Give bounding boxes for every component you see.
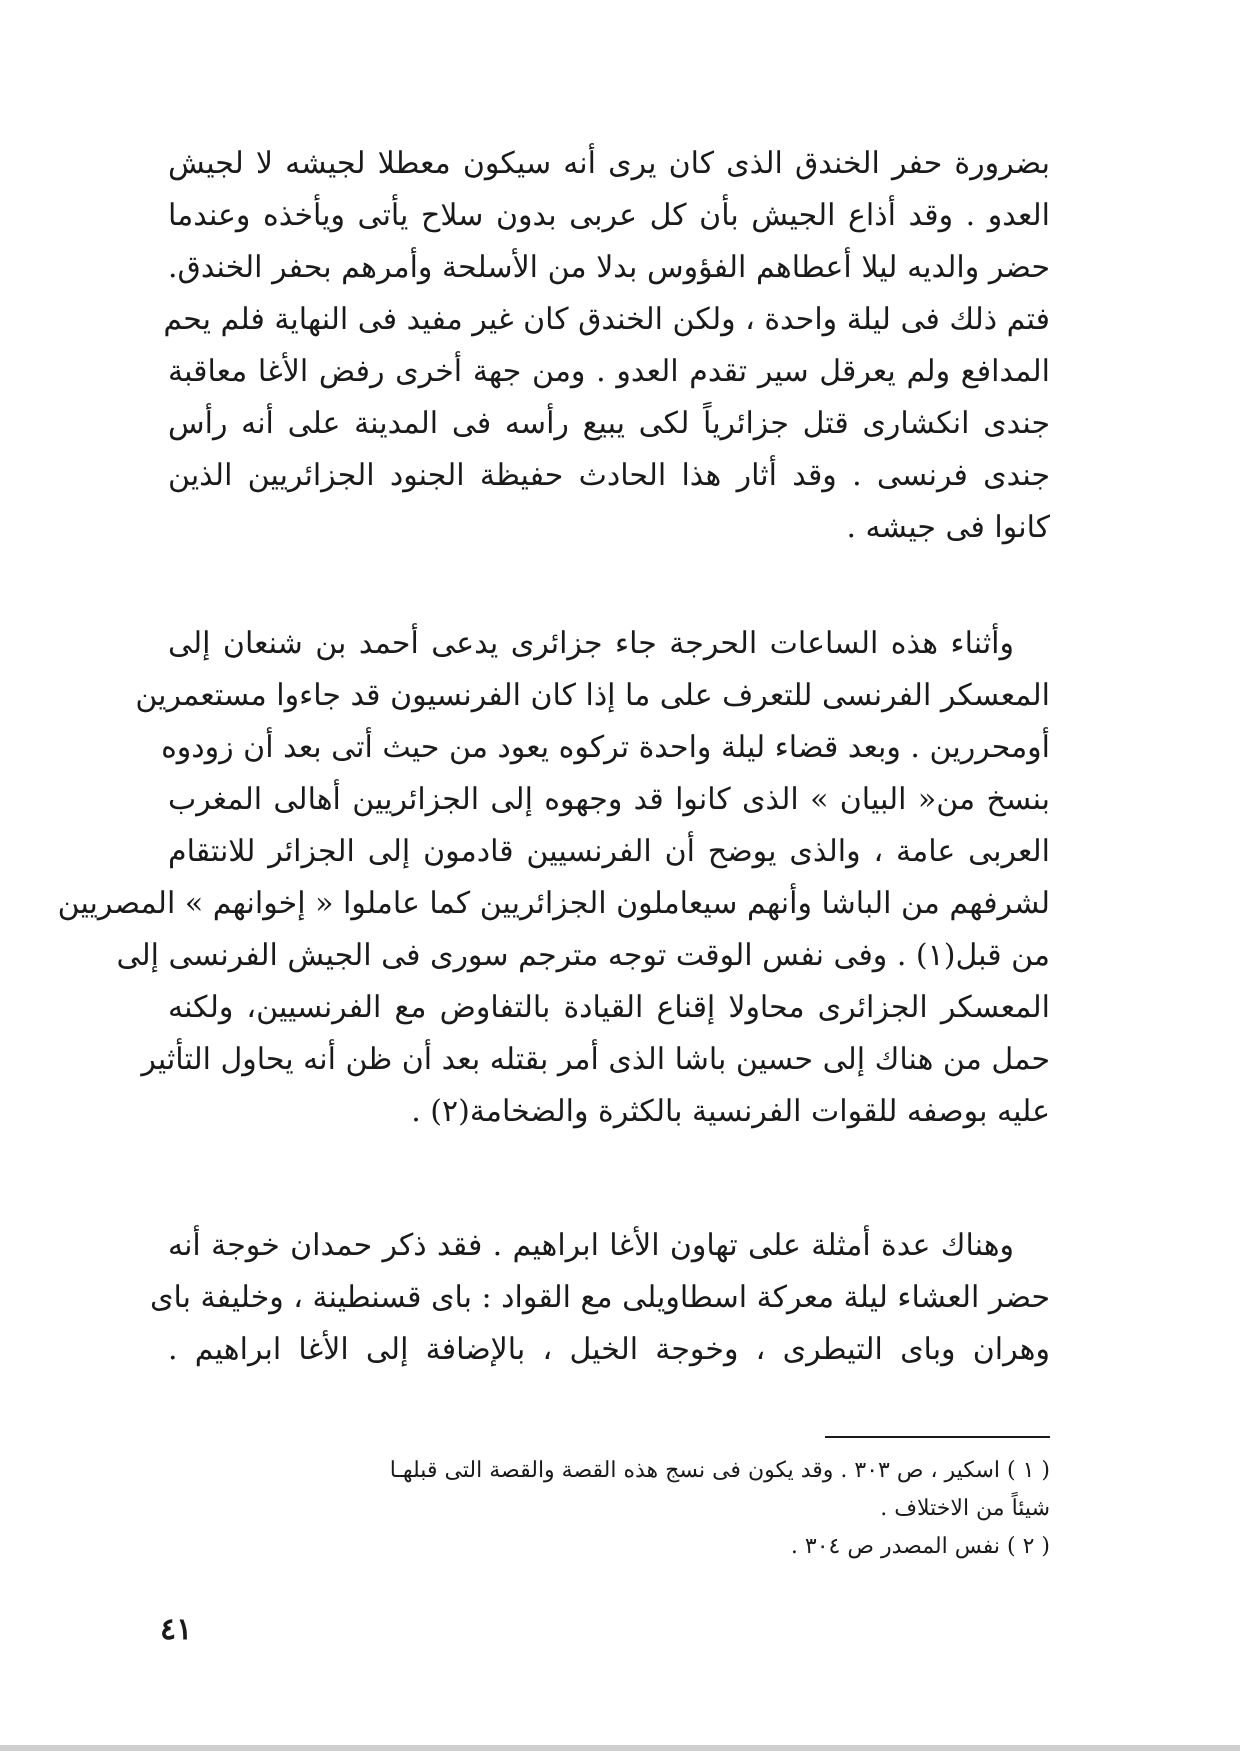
text-line: كانوا فى جيشه . xyxy=(846,510,1050,545)
text-line: جندى انكشارى قتل جزائرياً لكى يبيع رأسه فى المدينة على أنه رأس xyxy=(168,406,1050,441)
text-line: فتم ذلك فى ليلة واحدة ، ولكن الخندق كان غير مفيد فى النهاية فلم يحم xyxy=(163,302,1050,337)
text-line: وأثناء هذه الساعات الحرجة جاء جزائرى يدعى أحمد بن شنعان إلى xyxy=(168,626,1014,661)
footnote-line: ( ٢ ) نفس المصدر ص ٣٠٤ . xyxy=(790,1534,1050,1559)
text-line: جندى فرنسى . وقد أثار هذا الحادث حفيظة الجنود الجزائريين الذين xyxy=(168,458,1050,493)
text-line: أومحررين . وبعد قضاء ليلة واحدة تركوه يعود من حيث أتى بعد أن زودوه xyxy=(161,730,1050,765)
text-line: عليه بوصفه للقوات الفرنسية بالكثرة والضخامة(٢) . xyxy=(411,1094,1050,1129)
footnote-line: ( ١ ) اسكير ، ص ٣٠٣ . وقد يكون فى نسج هذه القصة والقصة التى قبلهـا xyxy=(389,1458,1050,1483)
footnotes xyxy=(168,1452,1050,1566)
text-line: بضرورة حفر الخندق الذى كان يرى أنه سيكون معطلا لجيشه لا لجيش xyxy=(168,146,1050,181)
text-line: وهران وباى التيطرى ، وخوجة الخيل ، بالإضافة إلى الأغا ابراهيم . xyxy=(168,1332,1050,1367)
footnote-line: شيئاً من الاختلاف . xyxy=(880,1496,1050,1521)
text-line: العدو . وقد أذاع الجيش بأن كل عربى بدون سلاح يأتى ويأخذه وعندما xyxy=(168,198,1050,233)
text-line: المعسكر الجزائرى محاولا إقناع القيادة بالتفاوض مع الفرنسيين، ولكنه xyxy=(168,990,1050,1025)
bottom-edge-divider xyxy=(0,1745,1240,1751)
paragraph-1 xyxy=(163,138,1050,554)
text-line: العربى عامة ، والذى يوضح أن الفرنسيين قادمون إلى الجزائر للانتقام xyxy=(168,834,1050,869)
text-line: من قبل(١) . وفى نفس الوقت توجه مترجم سورى فى الجيش الفرنسى إلى xyxy=(116,938,1050,973)
text-line: وهناك عدة أمثلة على تهاون الأغا ابراهيم . فقد ذكر حمدان خوجة أنه xyxy=(168,1228,1014,1263)
text-line: حضر والديه ليلا أعطاهم الفؤوس بدلا من الأسلحة وأمرهم بحفر الخندق. xyxy=(168,250,1050,285)
text-line: حضر العشاء ليلة معركة اسطاويلى مع القواد : باى قسنطينة ، وخليفة باى xyxy=(149,1280,1050,1315)
paragraph-3 xyxy=(149,1220,1050,1376)
text-line: حمل من هناك إلى حسين باشا الذى أمر بقتله بعد أن ظن أنه يحاول التأثير xyxy=(141,1042,1050,1077)
text-line: المدافع ولم يعرقل سير تقدم العدو . ومن جهة أخرى رفض الأغا معاقبة xyxy=(168,354,1050,389)
page-number: ٤١ xyxy=(160,1612,193,1647)
text-line: لشرفهم من الباشا وأنهم سيعاملون الجزائريين كما عاملوا « إخوانهم » المصريين xyxy=(57,886,1050,921)
footnote-divider xyxy=(825,1436,1050,1438)
paragraph-2 xyxy=(57,618,1050,1138)
text-line: بنسخ من« البيان » الذى كانوا قد وجهوه إلى الجزائريين أهالى المغرب xyxy=(168,782,1050,817)
text-line: المعسكر الفرنسى للتعرف على ما إذا كان الفرنسيون قد جاءوا مستعمرين xyxy=(135,678,1050,713)
